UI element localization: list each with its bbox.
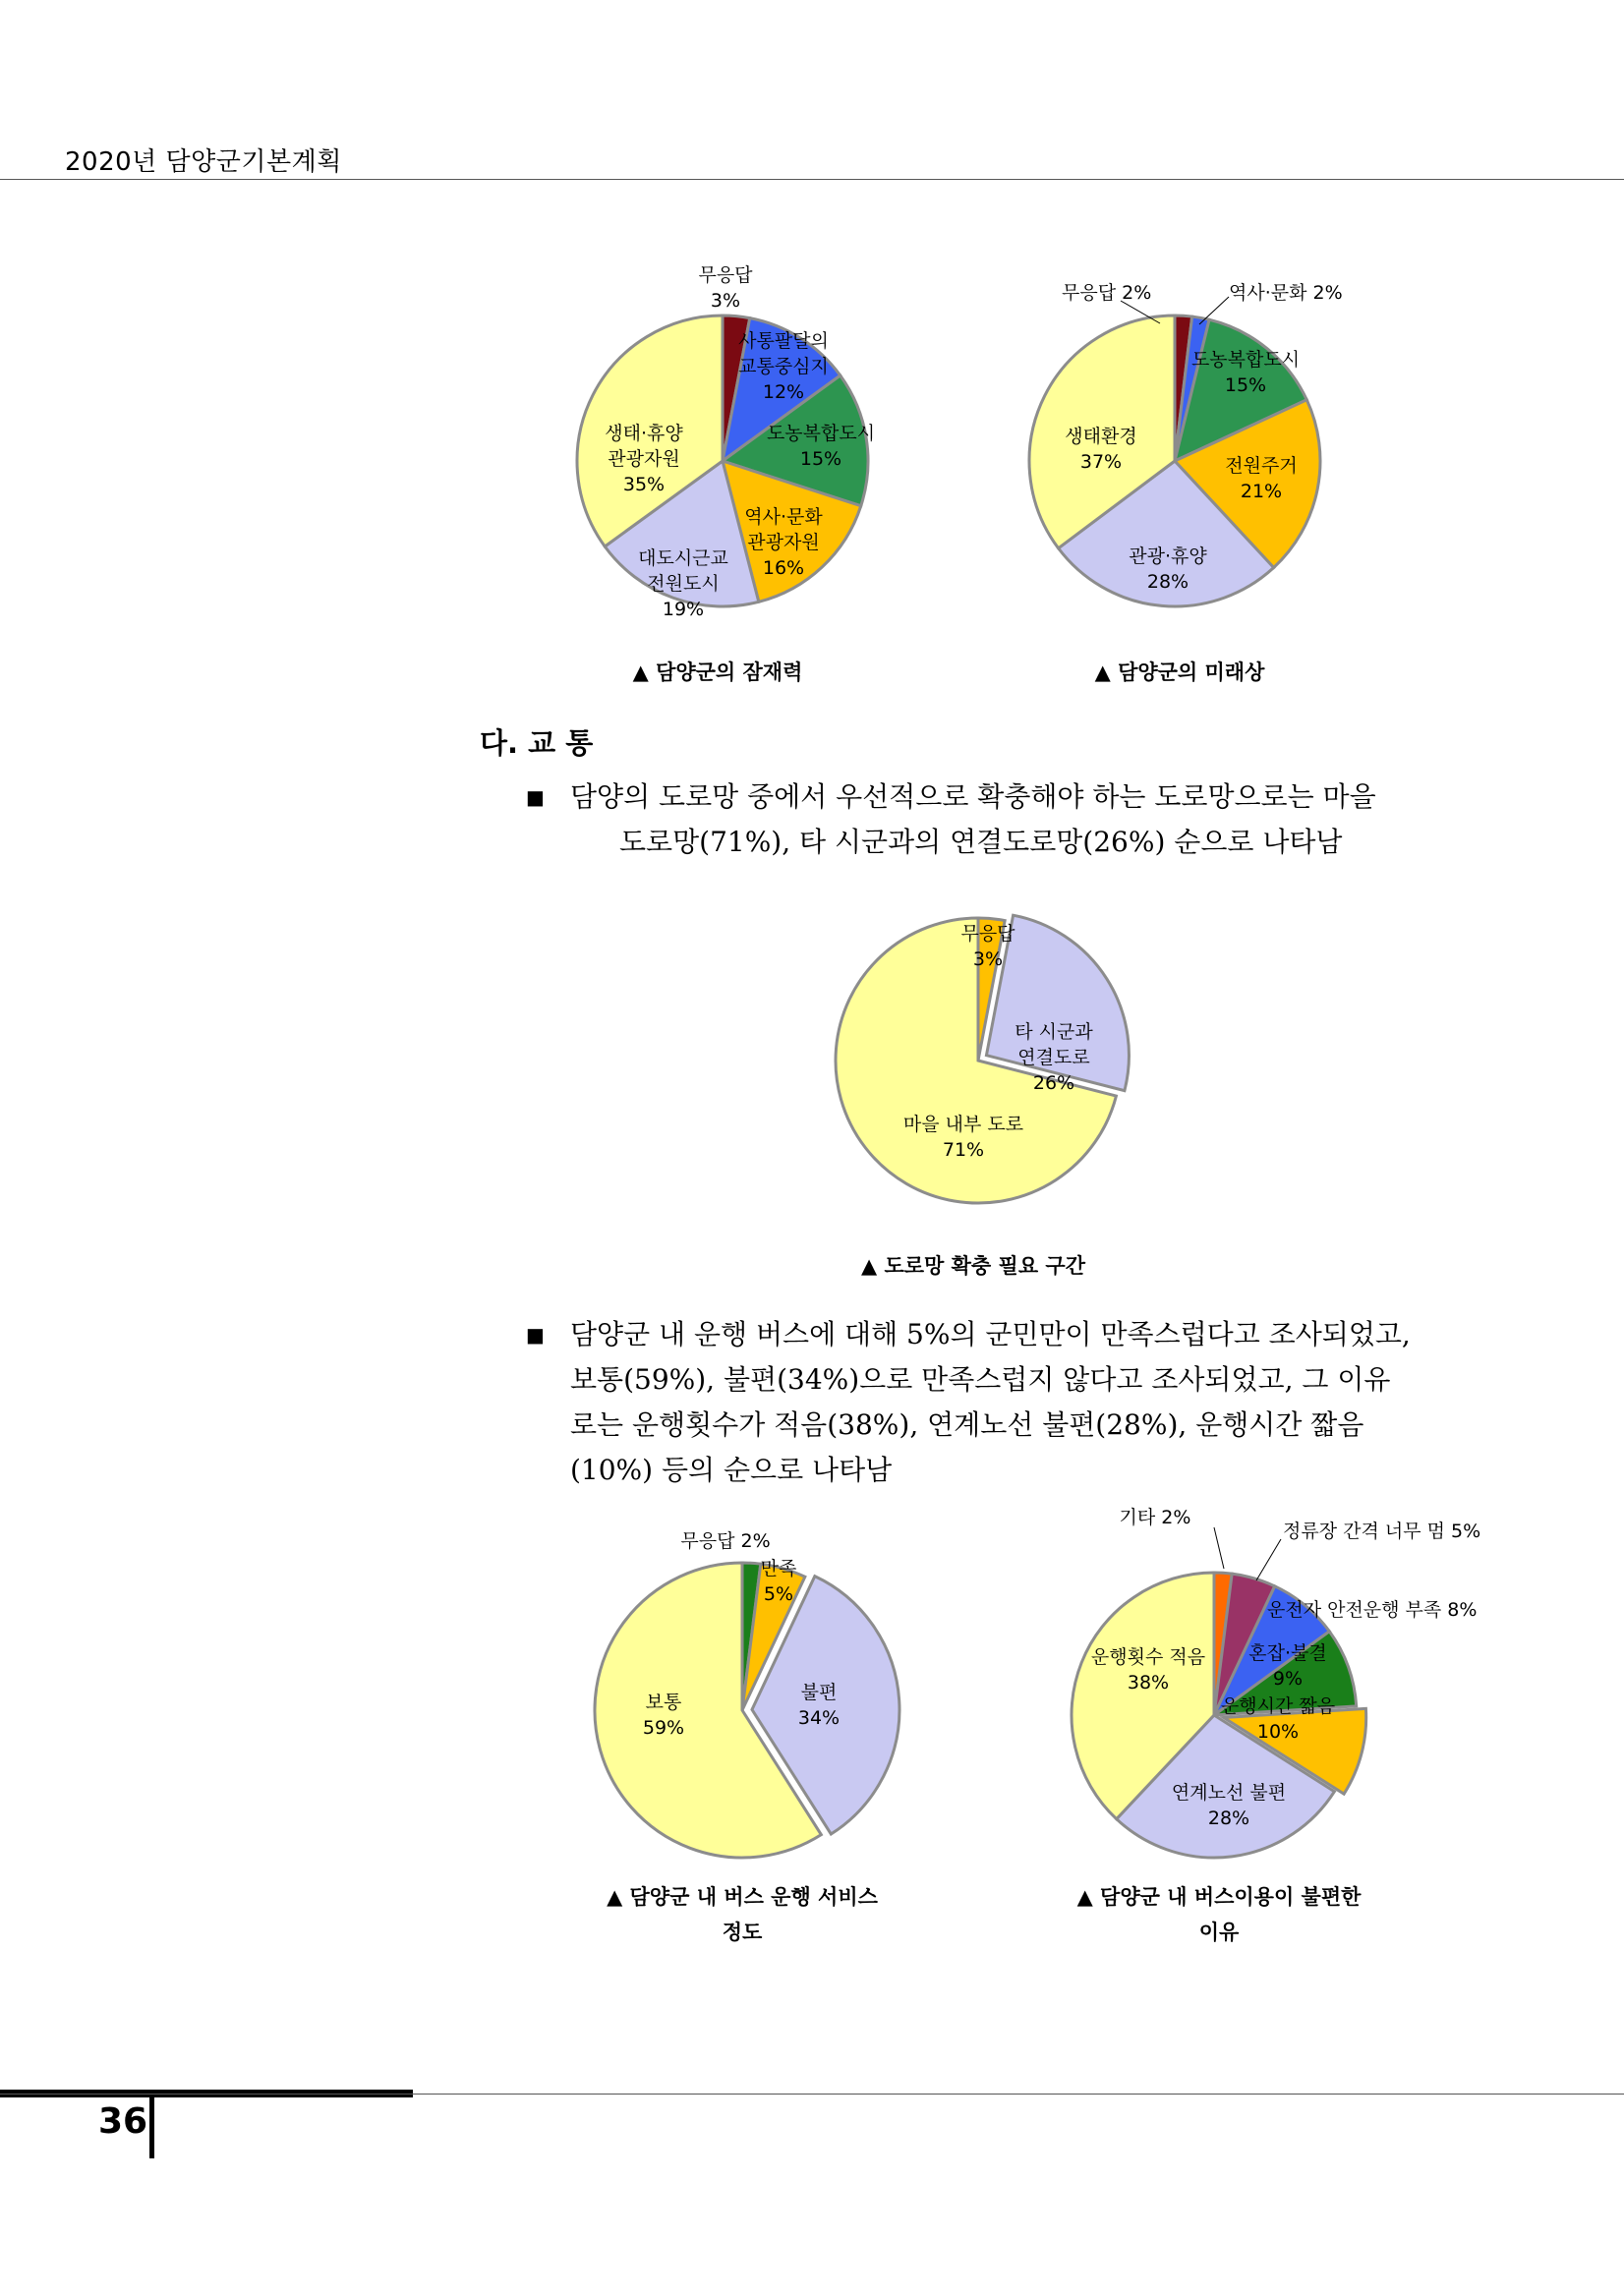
slice-label: 역사·문화 관광자원 16%: [744, 506, 823, 579]
paragraph-bus: [526, 1312, 1450, 1493]
slice-label: 혼잡·불결 9%: [1248, 1642, 1327, 1690]
caption-line: 정도: [722, 1921, 763, 1944]
caption-future: ▲ 담양군의 미래상: [1094, 660, 1265, 684]
slice-label: 만족 5%: [760, 1558, 797, 1605]
page-number: 36: [98, 2101, 148, 2142]
header-rule: [0, 179, 1624, 180]
bullet-mark: ■: [526, 1323, 545, 1347]
slice-label: 기타 2%: [1119, 1507, 1191, 1528]
slice-label: 연계노선 불편 28%: [1171, 1782, 1287, 1829]
section-title-transport: 다. 교 통: [480, 726, 594, 760]
caption-line: ▲ 담양군 내 버스 운행 서비스: [607, 1885, 878, 1909]
slice-label: 보통 59%: [642, 1692, 685, 1739]
slice-label: 무응답 2%: [680, 1530, 771, 1552]
paragraph-road: [526, 775, 1450, 865]
slice-label: 생태환경 37%: [1065, 426, 1137, 473]
slice-label: 역사·문화 2%: [1229, 282, 1343, 304]
caption-line: 이유: [1198, 1921, 1240, 1944]
slice-label: 도농복합도시 15%: [766, 423, 876, 470]
paragraph-line: 담양군 내 운행 버스에 대해 5%의 군민만이 만족스럽다고 조사되었고,: [570, 1318, 1411, 1350]
footer-vertical-bar: [149, 2097, 154, 2158]
caption-road: ▲ 도로망 확충 필요 구간: [861, 1254, 1085, 1278]
slice-label: 생태·휴양 관광자원 35%: [605, 423, 683, 495]
slice-label: 도농복합도시 15%: [1190, 349, 1301, 396]
page-header-title: 2020년 담양군기본계획: [65, 147, 342, 177]
caption-bus-inconvenience: [1037, 1879, 1401, 1950]
pie-chart-bus-inconvenience: [1042, 1494, 1593, 1867]
slice-label: 운행시간 짧음 10%: [1220, 1695, 1336, 1743]
slice-label: 마을 내부 도로 71%: [902, 1114, 1024, 1161]
footer-rule: [0, 2094, 1624, 2095]
slice-label: 무응답 2%: [1062, 282, 1152, 304]
paragraph-line: 로는 운행횟수가 적음(38%), 연계노선 불편(28%), 운행시간 짧음: [570, 1408, 1364, 1441]
slice-label: 무응답 3%: [960, 923, 1015, 970]
slice-label: 운전자 안전운행 부족 8%: [1267, 1599, 1478, 1621]
caption-potential: ▲ 담양군의 잠재력: [632, 660, 803, 684]
slice-label: 전원주거 21%: [1225, 455, 1298, 502]
slice-label: 정류장 간격 너무 멈 5%: [1283, 1521, 1481, 1542]
slice-label: 운행횟수 적음 38%: [1090, 1646, 1206, 1693]
pie-chart-future: [1013, 258, 1386, 631]
slice-label: 무응답 3%: [698, 264, 753, 312]
paragraph-line: 도로망(71%), 타 시군과의 연결도로망(26%) 순으로 나타남: [619, 826, 1343, 858]
pie-chart-bus-service: [551, 1523, 924, 1858]
slice-label: 대도시근교 전원도시 19%: [638, 547, 728, 620]
caption-bus-service: [551, 1879, 934, 1950]
caption-line: ▲ 담양군 내 버스이용이 불편한: [1076, 1885, 1362, 1909]
paragraph-line: 보통(59%), 불편(34%)으로 만족스럽지 않다고 조사되었고, 그 이유: [570, 1363, 1391, 1396]
leader-line: [1256, 1539, 1281, 1580]
pie-chart-road: [796, 881, 1170, 1234]
pie-chart-potential: [551, 258, 924, 631]
bullet-mark: ■: [526, 785, 545, 809]
slice-label: 관광·휴양 28%: [1129, 545, 1207, 593]
paragraph-line: (10%) 등의 순으로 나타남: [570, 1454, 893, 1486]
slice-label: 사통팔달의 교통중심지 12%: [738, 330, 829, 403]
slice-label: 타 시군과 연결도로 26%: [1015, 1021, 1093, 1094]
leader-line: [1214, 1527, 1224, 1569]
slice-label: 불편 34%: [797, 1682, 841, 1729]
paragraph-line: 담양의 도로망 중에서 우선적으로 확충해야 하는 도로망으로는 마을: [570, 780, 1376, 813]
